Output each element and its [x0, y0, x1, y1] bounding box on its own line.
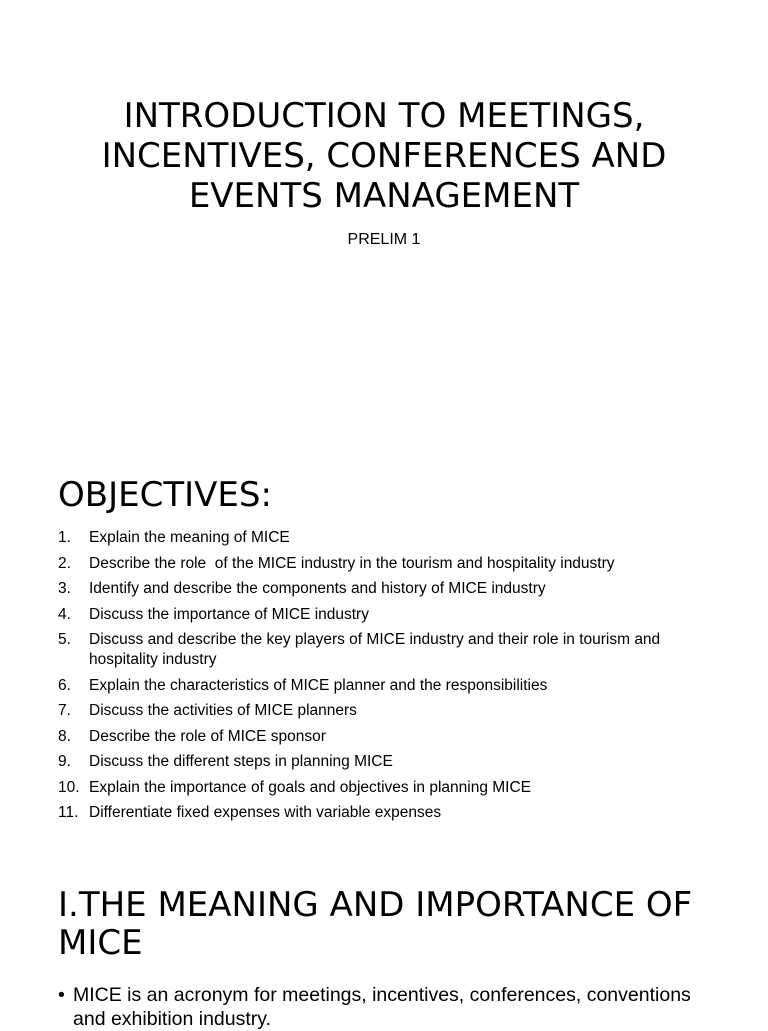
objective-item: [58, 727, 718, 747]
objective-number: 11.: [58, 804, 79, 821]
objective-text: Describe the role of the MICE industry in the tourism and hospitality industry: [89, 554, 615, 572]
objective-item: [58, 605, 718, 625]
objective-number: 7.: [58, 702, 71, 719]
objectives-list: [58, 528, 718, 829]
section-heading: I.THE MEANING AND IMPORTANCE OF MICE: [58, 885, 693, 963]
objective-item: [58, 752, 718, 772]
objective-item: [58, 528, 718, 548]
objective-item: [58, 554, 718, 574]
objective-number: 5.: [58, 631, 71, 648]
objective-number: 2.: [58, 554, 71, 572]
objective-item: [58, 701, 718, 721]
objective-item: [58, 778, 718, 798]
objective-item: [58, 630, 718, 670]
objective-text: Discuss and describe the key players of MICE industry and their role in tourism and hospitality industry: [89, 631, 661, 668]
objective-item: [58, 579, 718, 599]
objective-text: Discuss the activities of MICE planners: [89, 702, 357, 719]
objective-text: Discuss the different steps in planning MICE: [89, 753, 393, 770]
objective-number: 3.: [58, 580, 71, 597]
objective-number: 8.: [58, 727, 71, 745]
objective-text: Explain the meaning of MICE: [89, 529, 290, 546]
objective-text: Explain the characteristics of MICE planner and the responsibilities: [89, 676, 548, 694]
objective-item: [58, 803, 718, 823]
slide-subtitle: PRELIM 1: [347, 231, 421, 248]
objectives-heading: OBJECTIVES:: [58, 475, 272, 515]
objective-text: Differentiate fixed expenses with variable expenses: [89, 804, 442, 821]
bullet-symbol: •: [58, 984, 65, 1006]
objective-number: 6.: [58, 676, 71, 694]
objective-number: 10.: [58, 778, 80, 796]
objective-text: Describe the role of MICE sponsor: [89, 727, 326, 745]
objective-text: Identify and describe the components and history of MICE industry: [89, 580, 546, 597]
objective-text: Discuss the importance of MICE industry: [89, 605, 369, 623]
bullet-text: MICE is an acronym for meetings, incentives, conferences, conventions and exhibition industry.: [73, 984, 691, 1030]
objective-number: 4.: [58, 605, 71, 623]
objective-number: 9.: [58, 753, 71, 770]
objective-text: Explain the importance of goals and objectives in planning MICE: [89, 778, 532, 796]
objective-number: 1.: [58, 529, 71, 546]
objective-item: [58, 676, 718, 696]
slide-title: INTRODUCTION TO MEETINGS, INCENTIVES, CONFERENCES AND EVENTS MANAGEMENT: [101, 96, 667, 216]
